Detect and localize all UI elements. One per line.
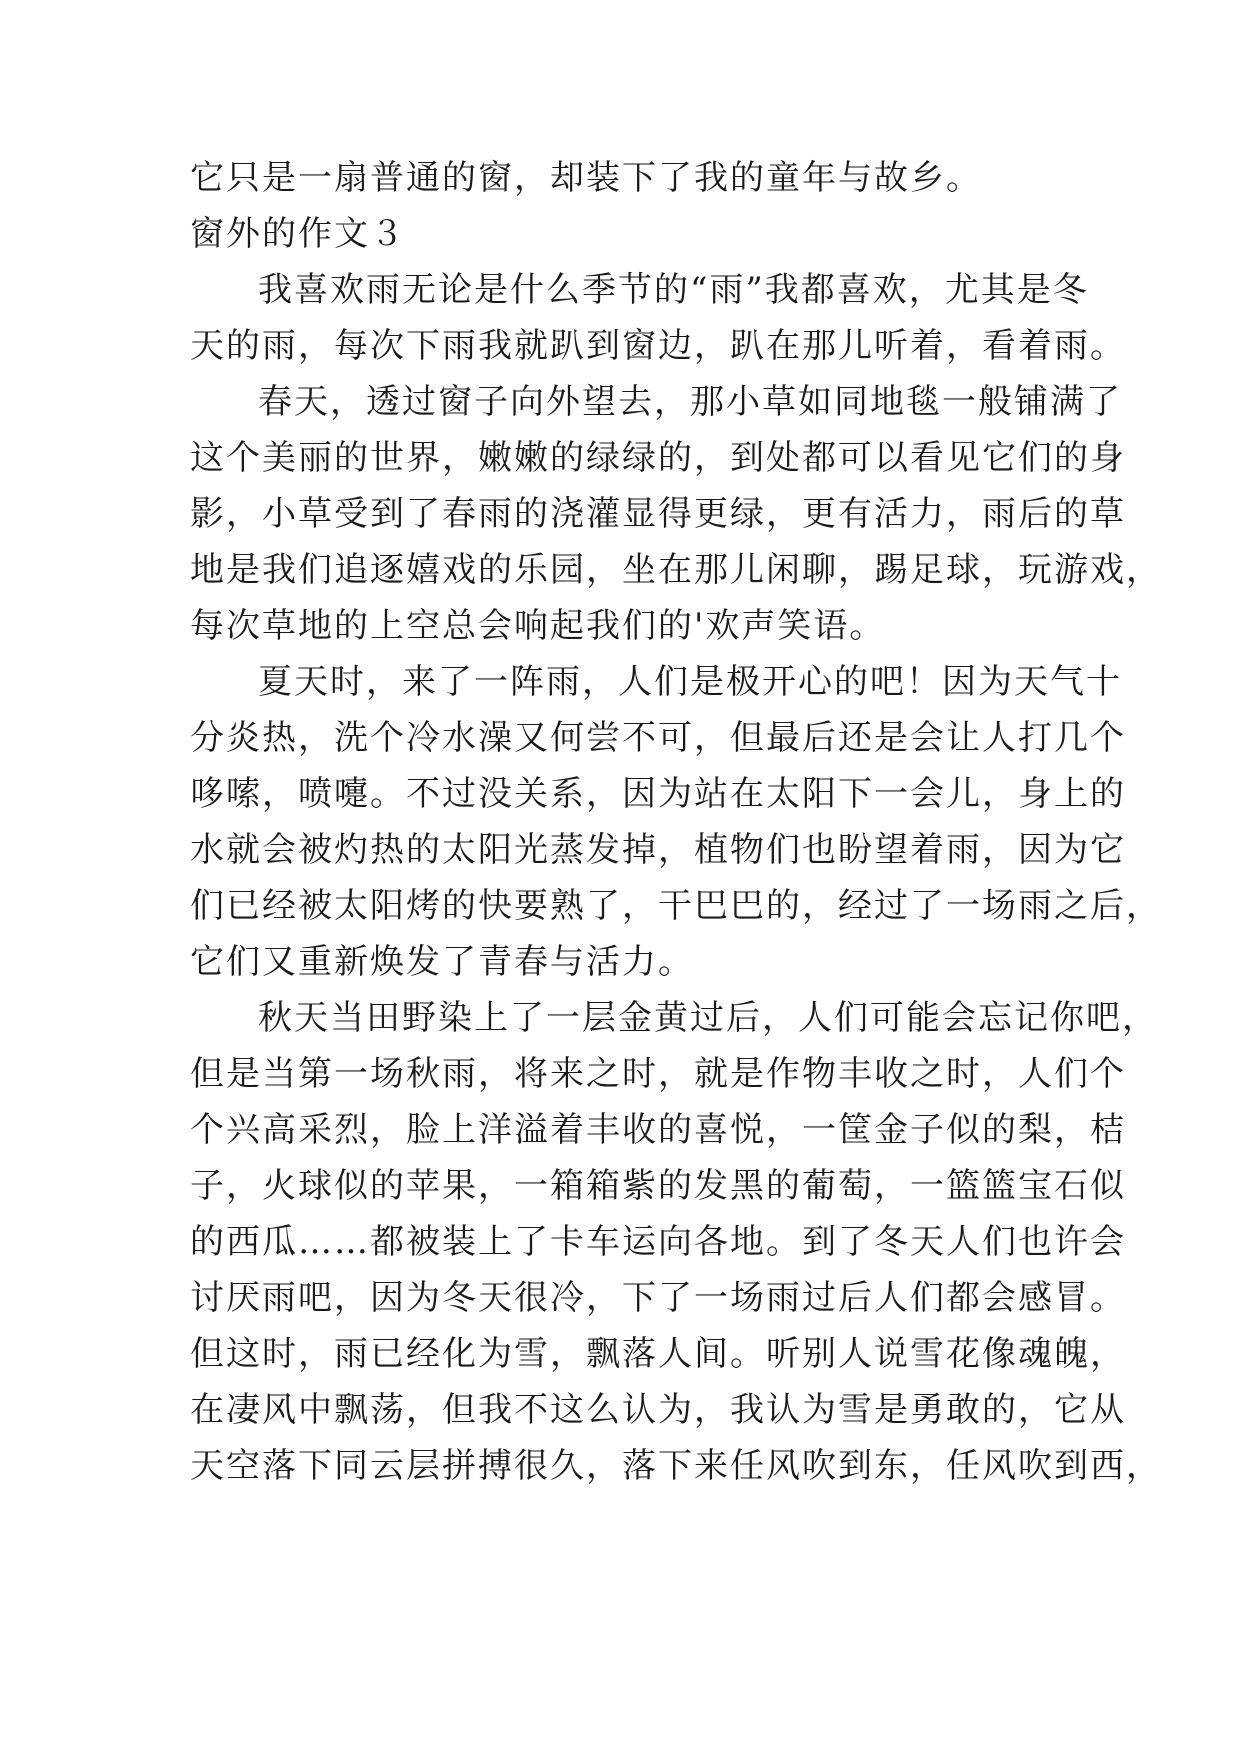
paragraph — [190, 654, 1162, 990]
document-page — [190, 150, 1162, 1494]
paragraph-line: 个兴高采烈，脸上洋溢着丰收的喜悦，一筐金子似的梨，桔 — [190, 1110, 1126, 1150]
paragraph-line: 水就会被灼热的太阳光蒸发掉，植物们也盼望着雨，因为它 — [190, 830, 1126, 870]
paragraph-line: 但是当第一场秋雨，将来之时，就是作物丰收之时，人们个 — [190, 1054, 1126, 1094]
paragraph-line: 在凄风中飘荡，但我不这么认为，我认为雪是勇敢的，它从 — [190, 1390, 1126, 1430]
paragraph-line: 每次草地的上空总会响起我们的'欢声笑语。 — [190, 606, 886, 646]
paragraph-line: 讨厌雨吧，因为冬天很冷，下了一场雨过后人们都会感冒。 — [190, 1278, 1126, 1318]
paragraph-line: 这个美丽的世界，嫩嫩的绿绿的，到处都可以看见它们的身 — [190, 438, 1126, 478]
paragraph — [190, 374, 1162, 654]
essay-heading: 窗外的作文３ — [190, 214, 406, 254]
paragraph-line: 地是我们追逐嬉戏的乐园，坐在那儿闲聊，踢足球，玩游戏， — [190, 550, 1162, 590]
paragraph-line: 我喜欢雨无论是什么季节的“雨”我都喜欢，尤其是冬 — [258, 270, 1089, 310]
paragraph — [190, 262, 1126, 374]
paragraph — [190, 990, 1162, 1494]
paragraph-line: 但这时，雨已经化为雪，飘落人间。听别人说雪花像魂魄， — [190, 1334, 1126, 1374]
intro-line: 它只是一扇普通的窗，却装下了我的童年与故乡。 — [190, 158, 982, 198]
paragraph-line: 夏天时，来了一阵雨，人们是极开心的吧！因为天气十 — [258, 662, 1122, 702]
paragraph-line: 它们又重新焕发了青春与活力。 — [190, 942, 694, 982]
paragraph-line: 子，火球似的苹果，一箱箱紫的发黑的葡萄，一篮篮宝石似 — [190, 1166, 1126, 1206]
paragraph-line: 分炎热，洗个冷水澡又何尝不可，但最后还是会让人打几个 — [190, 718, 1126, 758]
paragraph-line: 天的雨，每次下雨我就趴到窗边，趴在那儿听着，看着雨。 — [190, 326, 1126, 366]
paragraph-line: 天空落下同云层拼搏很久，落下来任风吹到东，任风吹到西， — [190, 1446, 1162, 1486]
paragraph-line: 的西瓜……都被装上了卡车运向各地。到了冬天人们也许会 — [190, 1222, 1126, 1262]
paragraph-line: 们已经被太阳烤的快要熟了，干巴巴的，经过了一场雨之后， — [190, 886, 1162, 926]
paragraph-line: 影，小草受到了春雨的浇灌显得更绿，更有活力，雨后的草 — [190, 494, 1126, 534]
paragraph-line: 秋天当田野染上了一层金黄过后，人们可能会忘记你吧， — [258, 998, 1158, 1038]
paragraph-line: 春天，透过窗子向外望去，那小草如同地毯一般铺满了 — [258, 382, 1122, 422]
paragraph-line: 哆嗦，喷嚏。不过没关系，因为站在太阳下一会儿，身上的 — [190, 774, 1126, 814]
